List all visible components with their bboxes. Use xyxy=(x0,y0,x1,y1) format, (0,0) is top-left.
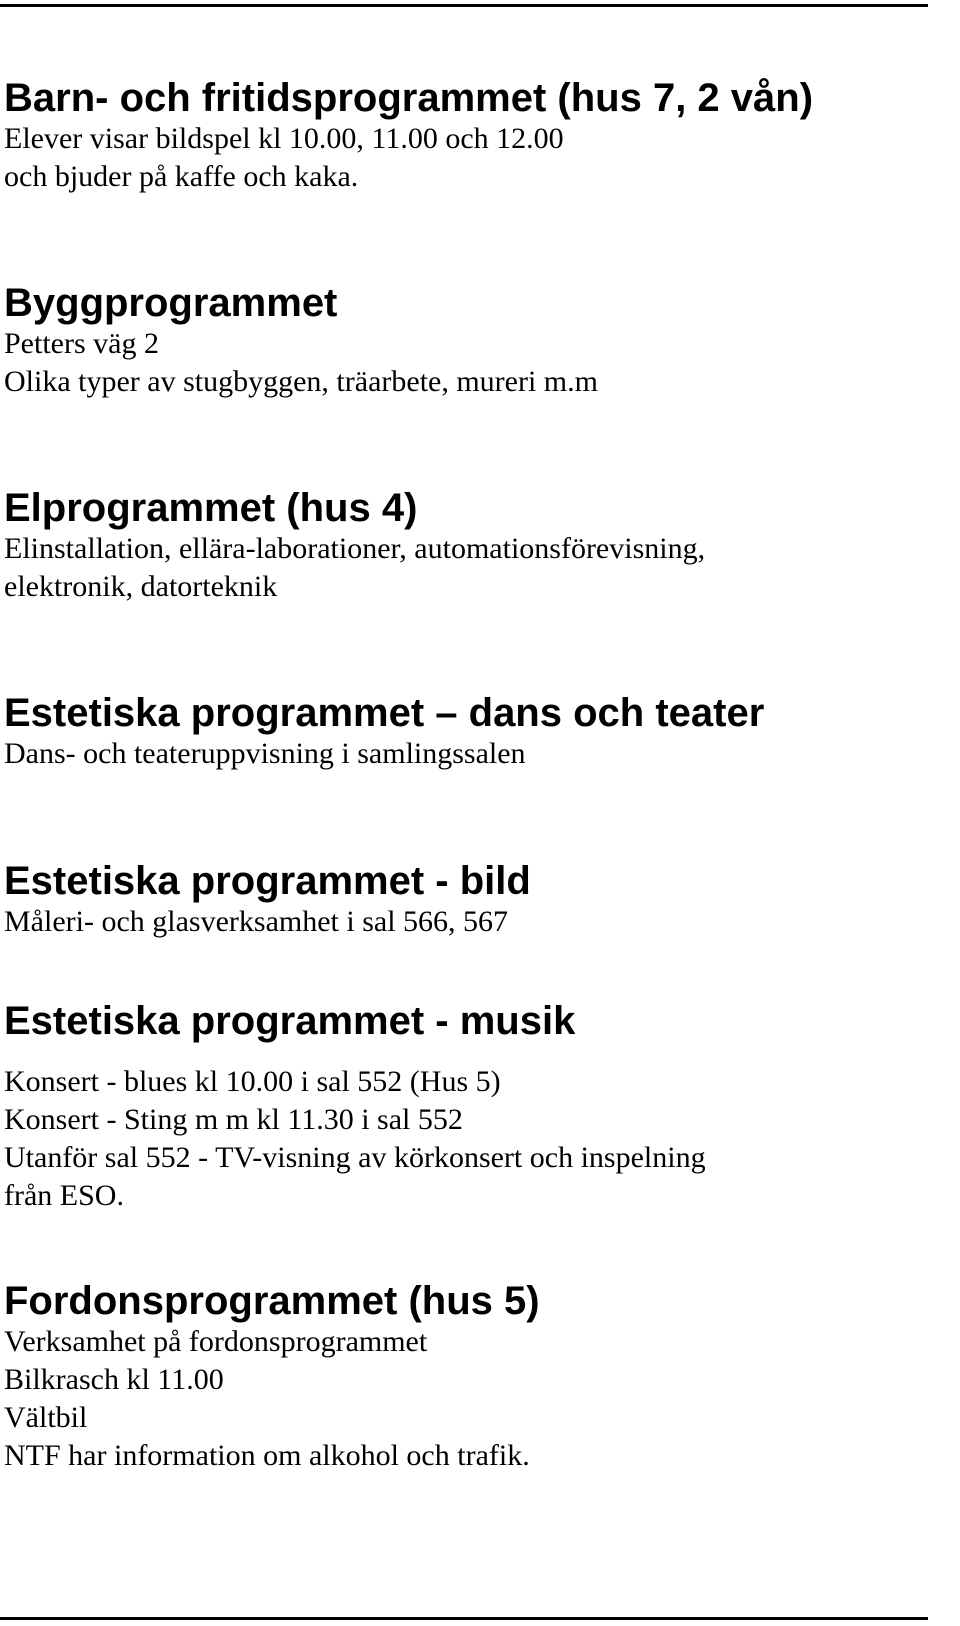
section-heading: Byggprogrammet xyxy=(4,281,338,325)
section-bygg xyxy=(4,281,924,401)
section-line: Måleri- och glasverksamhet i sal 566, 567 xyxy=(4,905,509,938)
section-estetiska-musik xyxy=(4,999,924,1215)
bottom-rule xyxy=(0,1617,928,1620)
section-line: elektronik, datorteknik xyxy=(4,570,278,603)
section-barn-och-fritid xyxy=(4,76,924,196)
top-rule xyxy=(0,4,928,7)
section-line: Konsert - blues kl 10.00 i sal 552 (Hus 5) xyxy=(4,1065,501,1098)
section-line: Dans- och teateruppvisning i samlingssalen xyxy=(4,737,526,770)
section-el xyxy=(4,486,924,606)
section-heading: Barn- och fritidsprogrammet (hus 7, 2 vån) xyxy=(4,76,814,120)
section-line: Petters väg 2 xyxy=(4,327,159,360)
section-heading: Elprogrammet (hus 4) xyxy=(4,486,418,530)
section-line: Elever visar bildspel kl 10.00, 11.00 och 12.00 xyxy=(4,122,564,155)
section-heading: Estetiska programmet - musik xyxy=(4,999,576,1043)
section-heading: Fordonsprogrammet (hus 5) xyxy=(4,1279,540,1323)
section-heading: Estetiska programmet – dans och teater xyxy=(4,691,765,735)
section-line: NTF har information om alkohol och trafik. xyxy=(4,1439,530,1472)
section-line: Elinstallation, ellära-laborationer, automationsförevisning, xyxy=(4,532,706,565)
section-fordon xyxy=(4,1279,924,1475)
section-line: från ESO. xyxy=(4,1179,124,1212)
section-line: och bjuder på kaffe och kaka. xyxy=(4,160,359,193)
section-estetiska-dans-teater xyxy=(4,691,924,773)
section-line: Bilkrasch kl 11.00 xyxy=(4,1363,224,1396)
section-line: Vältbil xyxy=(4,1401,88,1434)
section-heading: Estetiska programmet - bild xyxy=(4,859,531,903)
section-line: Verksamhet på fordonsprogrammet xyxy=(4,1325,428,1358)
section-estetiska-bild xyxy=(4,859,924,941)
section-line: Konsert - Sting m m kl 11.30 i sal 552 xyxy=(4,1103,463,1136)
section-line: Olika typer av stugbyggen, träarbete, mureri m.m xyxy=(4,365,598,398)
section-line: Utanför sal 552 - TV-visning av körkonsert och inspelning xyxy=(4,1141,706,1174)
